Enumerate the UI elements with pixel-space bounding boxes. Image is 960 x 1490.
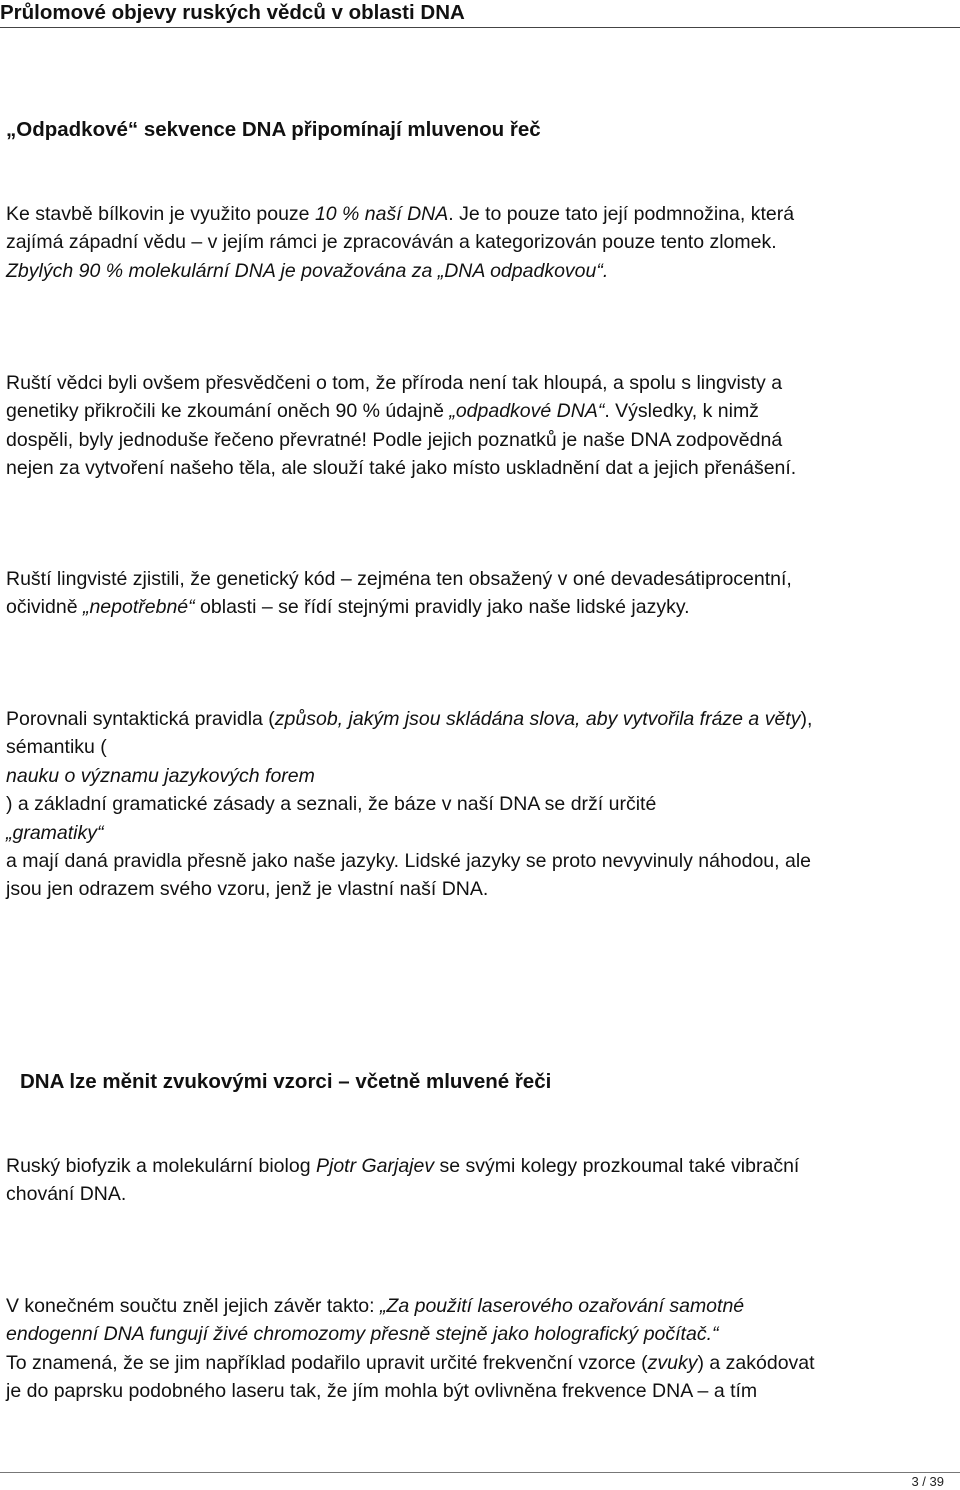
text-run: Ruský biofyzik a molekulární biolog	[6, 1155, 316, 1177]
emphasis-text: způsob, jakým jsou skládána slova, aby vytvořila fráze a věty	[274, 708, 801, 730]
text-line: a mají daná pravidla přesně jako naše jazyky. Lidské jazyky se proto nevyvinuly náhodou, ale	[6, 850, 812, 873]
section1-heading: „Odpadkové“ sekvence DNA připomínají mluvenou řeč	[6, 118, 541, 141]
text-run: očividně	[6, 596, 83, 619]
emphasis-text: „odpadkové DNA“	[449, 400, 605, 423]
footer-rule	[0, 1472, 960, 1473]
text-run: se svými kolegy prozkoumal také vibrační	[434, 1155, 800, 1177]
emphasis-line: endogenní DNA fungují živé chromozomy přesně stejně jako holografický počítač.“	[6, 1323, 719, 1346]
emphasis-text: zvuky	[647, 1351, 698, 1374]
text-run: . Je to pouze tato její podmnožina, která	[448, 203, 795, 225]
text-run: Ke stavbě bílkovin je využito pouze	[6, 203, 315, 225]
text-line: dospěli, byly jednoduše řečeno převratné! Podle jejich poznatků je naše DNA zodpovědná	[6, 428, 783, 451]
section2-paragraph-1	[6, 1152, 946, 1209]
emphasis-line: Zbylých 90 % molekulární DNA je považována za „DNA odpadkovou“.	[6, 259, 609, 282]
text-line: Ruští lingvisté zjistili, že genetický kód – zejména ten obsažený v oné devadesátiprocentní,	[6, 568, 792, 590]
text-line	[6, 1349, 946, 1377]
section1-paragraph-4	[6, 705, 946, 904]
emphasis-text: Pjotr Garjajev	[315, 1155, 435, 1177]
text-run: ),	[800, 708, 813, 730]
header-rule	[0, 27, 960, 28]
section1-paragraph-2	[6, 369, 946, 483]
emphasis-text: 10 % naší DNA	[314, 203, 449, 225]
section1-paragraph-1	[6, 200, 946, 285]
text-run: To znamená, že se jim například podařilo upravit určité frekvenční vzorce (	[6, 1351, 648, 1374]
text-line	[6, 1152, 946, 1180]
text-line	[6, 397, 946, 425]
text-run: . Výsledky, k nimž	[604, 400, 759, 423]
text-line: Ruští vědci byli ovšem přesvědčeni o tom, že příroda není tak hloupá, a spolu s lingvisty a	[6, 372, 783, 394]
page-number: 3 / 39	[911, 1474, 944, 1489]
text-run: genetiky přikročili ke zkoumání oněch 90 % údajně	[6, 400, 450, 423]
emphasis-line: nauku o významu jazykových forem	[6, 764, 315, 787]
text-line	[6, 593, 946, 621]
text-line	[6, 200, 946, 228]
emphasis-text: „nepotřebné“	[82, 596, 195, 619]
text-line: chování DNA.	[6, 1183, 127, 1206]
text-run: oblasti – se řídí stejnými pravidly jako naše lidské jazyky.	[194, 596, 690, 619]
document-title: Průlomové objevy ruských vědců v oblasti DNA	[0, 1, 465, 24]
text-run: ) a zakódovat	[697, 1351, 815, 1374]
section2-paragraph-2	[6, 1292, 946, 1406]
emphasis-text: „Za použití laserového ozařování samotné	[379, 1295, 745, 1317]
section1-paragraph-3	[6, 565, 946, 622]
text-line	[6, 705, 946, 733]
emphasis-line: „gramatiky“	[6, 821, 104, 844]
section2-heading: DNA lze měnit zvukovými vzorci – včetně mluvené řeči	[20, 1070, 552, 1093]
text-line: sémantiku (	[6, 736, 107, 759]
text-line	[6, 1292, 946, 1320]
text-line: je do paprsku podobného laseru tak, že jím mohla být ovlivněna frekvence DNA – a tím	[6, 1380, 758, 1403]
text-run: Porovnali syntaktická pravidla (	[6, 708, 275, 730]
text-line: ) a základní gramatické zásady a seznali, že báze v naší DNA se drží určité	[6, 793, 657, 816]
text-run: V konečném součtu zněl jejich závěr takto:	[6, 1295, 380, 1317]
text-line: jsou jen odrazem svého vzoru, jenž je vlastní naší DNA.	[6, 878, 489, 901]
text-line: nejen za vytvoření našeho těla, ale slouží také jako místo uskladnění dat a jejich přenášení.	[6, 457, 797, 480]
text-line: zajímá západní vědu – v jejím rámci je zpracováván a kategorizován pouze tento zlomek.	[6, 231, 777, 254]
